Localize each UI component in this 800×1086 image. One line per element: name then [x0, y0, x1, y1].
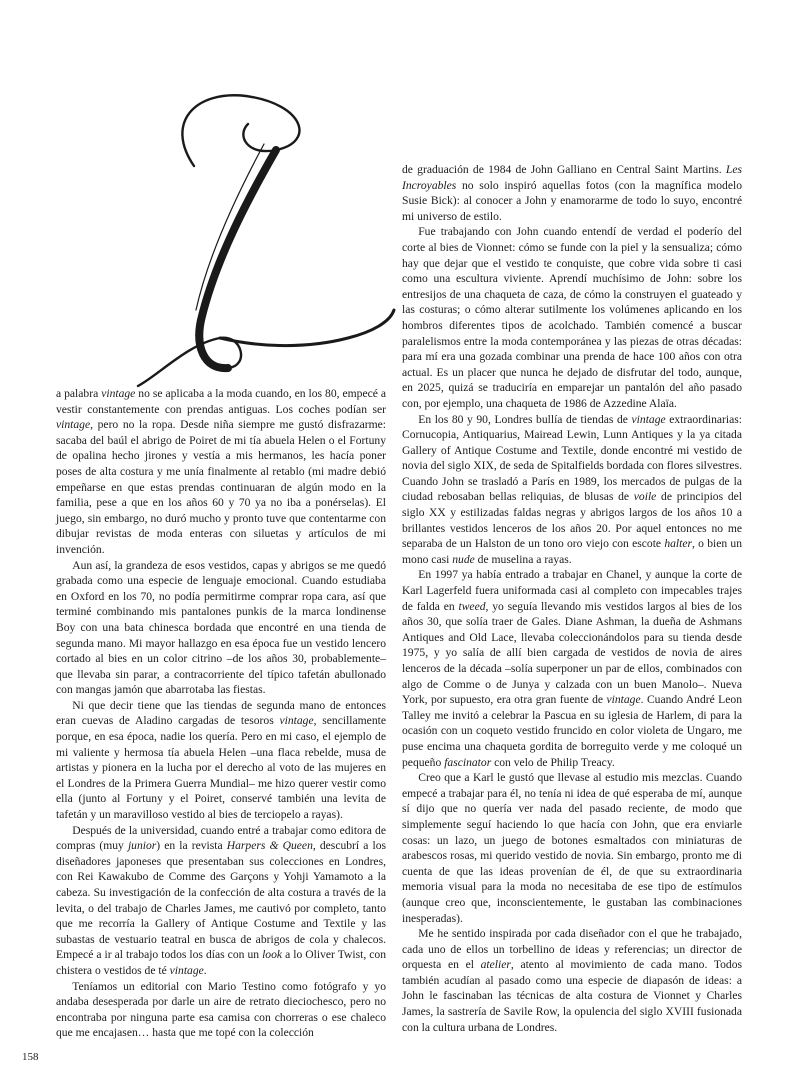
italic-text: vintage	[606, 693, 641, 707]
text-run: de principios del siglo XX y estilizadas faldas negras y abrigos largos de los años 10 a brillantes vestidos lenceros de los años 20. Por aquel entonces no me separaba de un Halston de un tono oro viejo con escote	[402, 490, 742, 551]
paragraph	[402, 567, 742, 770]
text-run: a palabra	[56, 387, 102, 400]
text-run: Aun así, la grandeza de esos vestidos, capas y abrigos se me quedó grabada como una especie de lenguaje emocional. Cuando estudiaba en Oxford en los 70, no podía permitirme comprar ropa cara, así que terminé combinando mis pantalones punkis de la marca londinense Boy con una bata chinesca bordada que encontré en una tienda de segunda mano. Mi mayor hallazgo en esa época fue un vestido lencero cortado al bies en un color citrino –de los años 30, probablemente– que llevaba sin parar, a contracorriente del típico tafetán abullonado con mangas jamón que abarrotaba las fiestas.	[56, 558, 386, 697]
paragraph	[56, 823, 386, 979]
text-run: En los 80 y 90, Londres bullía de tiendas de	[418, 412, 632, 426]
paragraph	[56, 979, 386, 1041]
text-run: , yo seguía llevando mis vestidos largos al bies de los años 30, que solía traer de Gales. Diane Ashman, la dueña de Ashmans Antiques and Old Lace, llevaba coleccionándolos para su tienda desde 1975, y yo salía de allí bien cargada de vestidos de novia de aires lenceros de la década –solía superponer un par de ellos, combinados con algo de Comme o de Junya y calzada con un buen Manolo–. Nueva York, por supuesto, era otra gran fuente de	[402, 599, 742, 707]
page-number: 158	[22, 1051, 39, 1063]
paragraph	[402, 770, 742, 926]
text-run: no se aplicaba a la moda cuando, en los 80, empecé a vestir constantemente con prendas antiguas. Los coches podían ser	[56, 387, 386, 416]
text-run: En 1997 ya había entrado a trabajar en Chanel, y aunque la corte de Karl Lagerfeld fuera uniformada casi al completo con impecables trajes de falda en	[402, 568, 742, 613]
italic-text: vintage	[56, 418, 91, 432]
italic-text: look	[262, 948, 283, 962]
italic-text: vintage	[631, 412, 666, 426]
text-run: .	[203, 963, 207, 977]
italic-text: halter	[664, 537, 693, 551]
text-run: no solo inspiró aquellas fotos (con la magnífica modelo Susie Bick): al conocer a John y enamorarme de todo lo suyo, encontré mi universo de estilo.	[402, 178, 742, 223]
paragraph	[402, 162, 742, 224]
italic-text: vintage	[101, 387, 136, 400]
paragraph	[402, 926, 742, 1035]
italic-text: vintage	[169, 963, 204, 977]
paragraph	[402, 224, 742, 411]
italic-text: Harpers & Queen	[226, 839, 313, 853]
drop-cap-l	[124, 84, 396, 390]
paragraph	[56, 386, 386, 558]
italic-text: tweed	[458, 599, 486, 613]
text-run: . Cuando André Leon Talley me invitó a celebrar la Pascua en su iglesia de Harlem, di para la ocasión con un coqueto vestido fruncido en color violeta de Ungaro, me puse encima una chaqueta gordita de borreguito verde y me coloqué un pequeño	[402, 693, 742, 769]
text-run: , o bien un mono casi	[402, 537, 742, 566]
italic-text: nude	[452, 552, 475, 566]
text-run: con velo de Philip Treacy.	[491, 755, 615, 769]
text-run: , sencillamente porque, en esa época, nadie los quería. Pero en mi caso, el ejemplo de mi valiente y hermosa tía abuela Helen –una flaca rebelde, musa de artistas y pionera en la lucha por el derecho al voto de las mujeres en el Londres de la Primera Guerra Mundial– me hizo querer vestir como ella (junto al Fortuny y el Poiret, conservé también una levita de tafetán y un maravilloso vestido al bies de terciopelo a rayas).	[56, 714, 386, 822]
text-run: de graduación de 1984 de John Galliano en Central Saint Martins.	[402, 163, 726, 176]
left-column	[56, 386, 386, 1041]
text-run: a lo Oliver Twist, con chistera o vestidos de té	[56, 948, 386, 977]
text-run: , pero no la ropa. Desde niña siempre me gustó disfrazarme: sacaba del baúl el abrigo de Poiret de mi tía abuela Helen o el Fortuny de opalina hecho jirones y vestía a mis hermanos, les hacía poner poses de alta costura y me unía finalmente al retablo (mi madre debió empeñarse en que estas prendas continuaran de algún modo en la familia, pese a que en los años 60 y 70 ya no iba a ponérselas). El juego, sin embargo, no duró mucho y pronto tuve que contentarme con dibujar revistas de moda enteras con siluetas y artículos de mi invención.	[56, 418, 386, 556]
italic-text: Les Incroyables	[402, 163, 742, 192]
italic-text: junior	[127, 839, 157, 853]
text-run: de muselina a rayas.	[474, 552, 572, 566]
text-run: Después de la universidad, cuando entré a trabajar como editora de compras (muy	[56, 823, 386, 853]
text-run: Creo que a Karl le gustó que llevase al estudio mis mezclas. Cuando empecé a trabajar para él, no tenía ni idea de qué esperaba de mí, aunque sí dijo que no quería ver nada del pasado reciente, de modo que simplemente seguí haciendo lo que hacía con John, que era enviarle cosas: un lazo, un juego de botones esmaltados con miniaturas de arabescos rosas, mi querido vestido de novia. Sin embargo, pronto me di cuenta de que las ideas provenían de él, de que su extraordinaria memoria visual para la moda no necesitaba de ese tipo de estímulos (aunque creo que, inconscientemente, le gustaban las combinaciones inesperadas).	[402, 771, 742, 925]
text-run: Me he sentido inspirada por cada diseñador con el que he trabajado, cada uno de ellos un torbellino de ideas y referencias; un director de orquesta en el	[402, 927, 742, 972]
text-run: Teníamos un editorial con Mario Testino como fotógrafo y yo andaba desesperada por darle un aire de retrato dieciochesco, pero no encontraba por ninguna parte esa camisa con chorreras o ese chaleco que me encajasen… hasta que me topé con la colección	[56, 979, 386, 1040]
italic-text: fascinator	[444, 755, 492, 769]
italic-text: voile	[633, 490, 657, 504]
text-run: extraordinarias: Cornucopia, Antiquarius, Mairead Lewin, Lunn Antiques y la ya citada Gallery of Antique Costume and Textile, donde encontré mi vestido de novia del siglo XIX, de seda de Spitalfields bordada con flores silvestres. Cuando John se trasladó a París en 1989, los mercados de pulgas de la ciudad rebosaban bellas reliquias, de blusas de	[402, 412, 742, 504]
paragraph	[402, 412, 742, 568]
italic-text: atelier	[480, 958, 511, 972]
paragraph	[56, 558, 386, 698]
text-run: ) en la revista	[156, 839, 227, 853]
italic-text: vintage	[279, 714, 314, 728]
text-run: Fue trabajando con John cuando entendí de verdad el poderío del corte al bies de Vionnet: cómo se funde con la piel y la sensualiza; cómo hay que dejar que el vestido te conquiste, que cobre vida sobre ti casi como una escultura viviente. Aprendí muchísimo de John: sobre los entresijos de una chaqueta de caza, de cómo la construyen el guateado y las costuras; o cómo alterar sutilmente los volúmenes aplicando en los hombros diferentes tipos de acolchado. También comencé a buscar paralelismos entre la moda contemporánea y las piezas de otras décadas: para mí era una gozada combinar una prenda de hace 100 años con otra actual. Es un placer que nunca he dejado de disfrutar del todo, aunque, en 2025, quizá se traduciría en emparejar un pantalón del año pasado con, por ejemplo, una chaqueta de 1986 de Azzedine Alaïa.	[402, 225, 742, 410]
text-run: , atento al movimiento de cada mano. Todos también acudían al pasado como una especie de diapasón de ideas: a John le fascinaban las técnicas de alta costura de Vionnet y Charles James, la sastrería de Savile Row, la opulencia del siglo XVIII fusionada con la cultura urbana de Londres.	[402, 958, 743, 1034]
right-column	[402, 162, 742, 1035]
paragraph	[56, 698, 386, 823]
text-run: Ni que decir tiene que las tiendas de segunda mano de entonces eran cuevas de Aladino cargadas de tesoros	[56, 698, 386, 728]
text-run: , descubrí a los diseñadores japoneses que presentaban sus colecciones en Londres, con Rei Kawakubo de Comme des Garçons y Yohji Yamamoto a la cabeza. Su investigación de la confección de alta costura a través de la levita, o del trabajo de Charles James, me cautivó por completo, tanto que me recorría la Gallery of Antique Costume and Textile y las subastas de vestuario teatral en busca de abrigos de cola y chalecos. Empecé a ir al trabajo todos los días con un	[56, 839, 387, 962]
